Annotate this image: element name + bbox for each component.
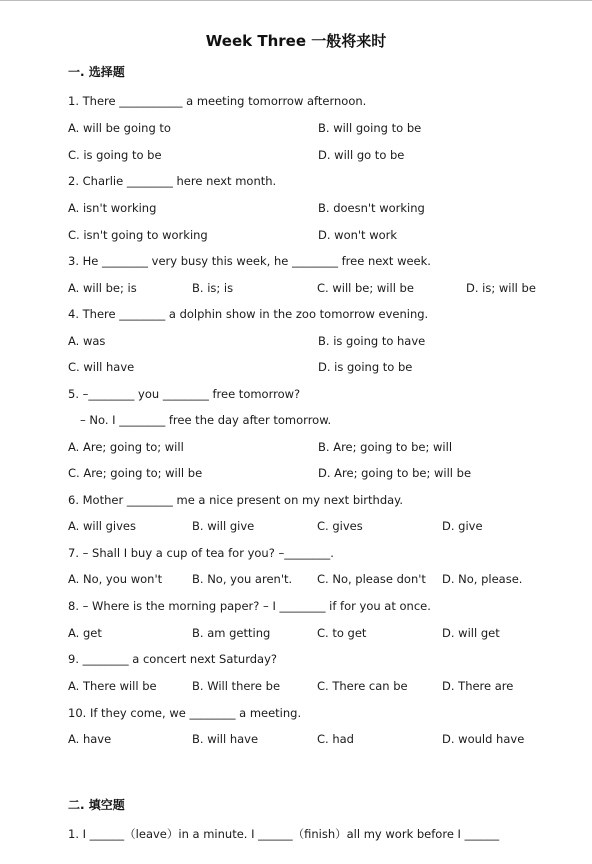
- page-title: Week Three 一般将来时: [205, 32, 387, 50]
- question-9-option-c: C. There can be: [317, 679, 408, 693]
- question-9-option-b: B. Will there be: [192, 679, 281, 693]
- question-1-option-d: D. will go to be: [318, 148, 405, 162]
- question-1-stem: 1. There ___________ a meeting tomorrow afternoon.: [68, 94, 367, 108]
- question-3-option-a: A. will be; is: [68, 281, 137, 295]
- question-1-option-a: A. will be going to: [68, 121, 171, 135]
- question-2-option-a: A. isn't working: [68, 201, 157, 215]
- question-6-option-b: B. will give: [192, 519, 255, 533]
- question-3-option-c: C. will be; will be: [317, 281, 414, 295]
- section-heading-choice: 一. 选择题: [68, 65, 125, 79]
- question-7-stem: 7. – Shall I buy a cup of tea for you? –________.: [68, 546, 334, 560]
- question-5-stem-reply: – No. I ________ free the day after tomorrow.: [80, 413, 332, 427]
- question-4-option-a: A. was: [68, 334, 106, 348]
- question-5-option-a: A. Are; going to; will: [68, 440, 184, 454]
- question-3-option-b: B. is; is: [192, 281, 234, 295]
- question-7-option-d: D. No, please.: [442, 572, 523, 586]
- section-heading-fill: 二. 填空题: [68, 798, 125, 812]
- top-border: [0, 0, 592, 1]
- question-8-option-d: D. will get: [442, 626, 500, 640]
- question-6-option-c: C. gives: [317, 519, 363, 533]
- question-6-option-d: D. give: [442, 519, 483, 533]
- question-8-option-c: C. to get: [317, 626, 367, 640]
- question-3-stem: 3. He ________ very busy this week, he ________ free next week.: [68, 254, 431, 268]
- question-9-option-d: D. There are: [442, 679, 514, 693]
- question-10-option-a: A. have: [68, 732, 112, 746]
- question-5-option-c: C. Are; going to; will be: [68, 466, 203, 480]
- question-4-option-c: C. will have: [68, 360, 135, 374]
- question-8-stem: 8. – Where is the morning paper? – I ________ if for you at once.: [68, 599, 431, 613]
- question-8-option-a: A. get: [68, 626, 102, 640]
- question-5-option-b: B. Are; going to be; will: [318, 440, 453, 454]
- question-2-option-d: D. won't work: [318, 228, 398, 242]
- question-6-stem: 6. Mother ________ me a nice present on my next birthday.: [68, 493, 404, 507]
- question-5-stem: 5. –________ you ________ free tomorrow?: [68, 387, 301, 401]
- question-3-option-d: D. is; will be: [466, 281, 536, 295]
- question-2-stem: 2. Charlie ________ here next month.: [68, 174, 277, 188]
- question-4-stem: 4. There ________ a dolphin show in the zoo tomorrow evening.: [68, 307, 429, 321]
- question-7-option-c: C. No, please don't: [317, 572, 426, 586]
- question-2-option-c: C. isn't going to working: [68, 228, 208, 242]
- question-9-option-a: A. There will be: [68, 679, 157, 693]
- question-10-option-b: B. will have: [192, 732, 259, 746]
- question-10-stem: 10. If they come, we ________ a meeting.: [68, 706, 302, 720]
- question-1-option-c: C. is going to be: [68, 148, 162, 162]
- question-10-option-c: C. had: [317, 732, 354, 746]
- question-9-stem: 9. ________ a concert next Saturday?: [68, 652, 277, 666]
- question-7-option-a: A. No, you won't: [68, 572, 163, 586]
- question-1-option-b: B. will going to be: [318, 121, 422, 135]
- question-7-option-b: B. No, you aren't.: [192, 572, 293, 586]
- question-4-option-b: B. is going to have: [318, 334, 426, 348]
- fill-question-1: 1. I ______（leave）in a minute. I ______（finish）all my work before I ______: [68, 827, 500, 841]
- question-4-option-d: D. is going to be: [318, 360, 413, 374]
- question-8-option-b: B. am getting: [192, 626, 271, 640]
- question-10-option-d: D. would have: [442, 732, 525, 746]
- question-2-option-b: B. doesn't working: [318, 201, 425, 215]
- question-5-option-d: D. Are; going to be; will be: [318, 466, 472, 480]
- question-6-option-a: A. will gives: [68, 519, 136, 533]
